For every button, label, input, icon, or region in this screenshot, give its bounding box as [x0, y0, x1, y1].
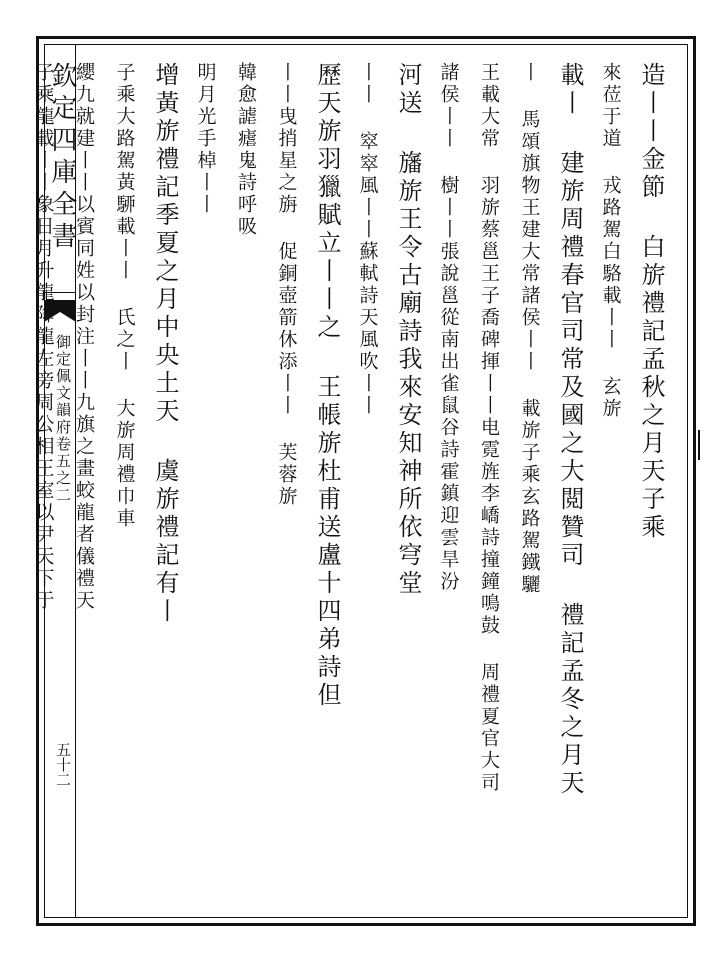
page-number: 五十二 — [54, 742, 72, 787]
text-column: 造丨丨金節 白旂禮記孟秋之月天子乘 — [637, 62, 665, 542]
text-column: 歷天旂羽獵賦立丨丨之 王帳旂杜甫送盧十四弟詩但 — [313, 62, 341, 710]
text-column: 王載大常 羽旂蔡邕王子喬碑揮丨丨电霓旌李嶠詩撞鐘鳴鼓 周禮夏官大司 — [478, 62, 500, 794]
text-column: 子乘龍載丨丨象日月升龍降龍左旁周公相王室以尹天下于 — [32, 62, 55, 612]
text-column: 子乘大路駕黃駵載丨丨 氏之丨 大旂周禮巾車 — [113, 62, 136, 530]
text-column: 韓愈謔瘧鬼詩呼吸 — [235, 62, 257, 238]
text-column: 諸侯丨丨 樹丨丨張說邕從南出雀鼠谷詩霍鎮迎雲旱汾 — [437, 62, 460, 593]
right-edge-tick — [688, 430, 700, 460]
text-column: 河送 旛旂王令古廟詩我來安知神所依穹堂 — [394, 62, 422, 598]
book-title: 欽定四庫全書 — [47, 62, 77, 254]
text-column: 明月光手棹丨丨 — [194, 62, 217, 216]
text-column: 來莅于道 戎路駕白駱載丨丨 玄旂 — [599, 62, 622, 420]
text-column: 纓九就建丨丨以賓同姓以封注丨丨九旗之畫蛟龍者儀禮天 — [73, 62, 95, 612]
text-column: 增黃旂禮記季夏之月中央土天 虞旂禮記有丨 — [151, 62, 179, 626]
volume-title: 御定佩文韻府卷五之二 — [54, 334, 72, 504]
text-body — [23, 62, 671, 912]
text-column: 丨丨 窣窣風丨丨蘇軾詩天風吹丨丨 — [356, 62, 379, 417]
text-column: 載丨 建旂周禮春官司常及國之大閲贊司 禮記孟冬之月天 — [556, 62, 584, 798]
text-column: 丨丨曳捎星之旃 促銅壺箭休添丨丨 芙蓉旂 — [275, 62, 298, 508]
text-column: 丨 馬頌旗物王建大常諸侯丨丨 載旂子乘玄路駕鐵驪 — [518, 62, 541, 596]
